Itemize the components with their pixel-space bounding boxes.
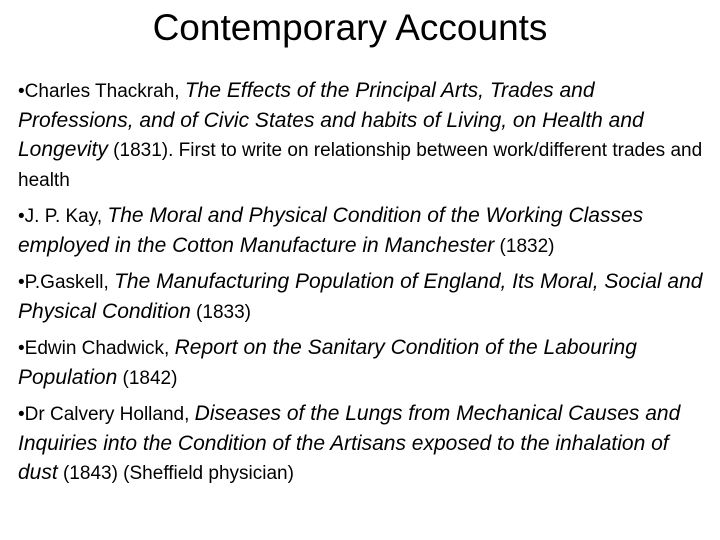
bullet-note: (1831). First to write on relationship between work/different trades and health <box>18 140 703 191</box>
bullet-author: Dr Calvery Holland, <box>24 404 195 425</box>
bullet-marker: • <box>18 81 25 102</box>
bullet-note: (1843) (Sheffield physician) <box>57 463 294 484</box>
bullet-author: P.Gaskell, <box>24 272 115 293</box>
bullet-gaskell <box>18 267 710 327</box>
bullet-kay <box>18 201 710 261</box>
bullet-note: (1842) <box>117 368 178 389</box>
bullet-marker: • <box>18 404 25 425</box>
bullet-work-title: The Moral and Physical Condition of the Working Classes employed in the Cotton Manufacture in Manchester <box>18 204 644 257</box>
bullet-author: J. P. Kay, <box>24 206 108 227</box>
bullet-chadwick <box>18 333 710 393</box>
bullet-note: (1833) <box>190 302 251 323</box>
bullet-holland <box>18 399 710 488</box>
bullet-author: Charles Thackrah, <box>24 81 185 102</box>
bullet-work-title: Report on the Sanitary Condition of the Labouring Population <box>18 336 637 389</box>
bullet-list <box>18 76 710 494</box>
bullet-work-title: The Effects of the Principal Arts, Trades and Professions, and of Civic States and habits of Living, on Health and Longevity <box>18 79 644 161</box>
bullet-note: (1832) <box>494 236 555 257</box>
slide-title: Contemporary Accounts <box>152 7 548 48</box>
bullet-marker: • <box>18 206 25 227</box>
bullet-thackrah <box>18 76 710 195</box>
bullet-marker: • <box>18 338 25 359</box>
bullet-work-title: Diseases of the Lungs from Mechanical Causes and Inquiries into the Condition of the Artisans exposed to the inhalation of dust <box>18 402 681 484</box>
bullet-author: Edwin Chadwick, <box>24 338 175 359</box>
bullet-work-title: The Manufacturing Population of England, Its Moral, Social and Physical Condition <box>18 270 703 323</box>
bullet-marker: • <box>18 272 25 293</box>
